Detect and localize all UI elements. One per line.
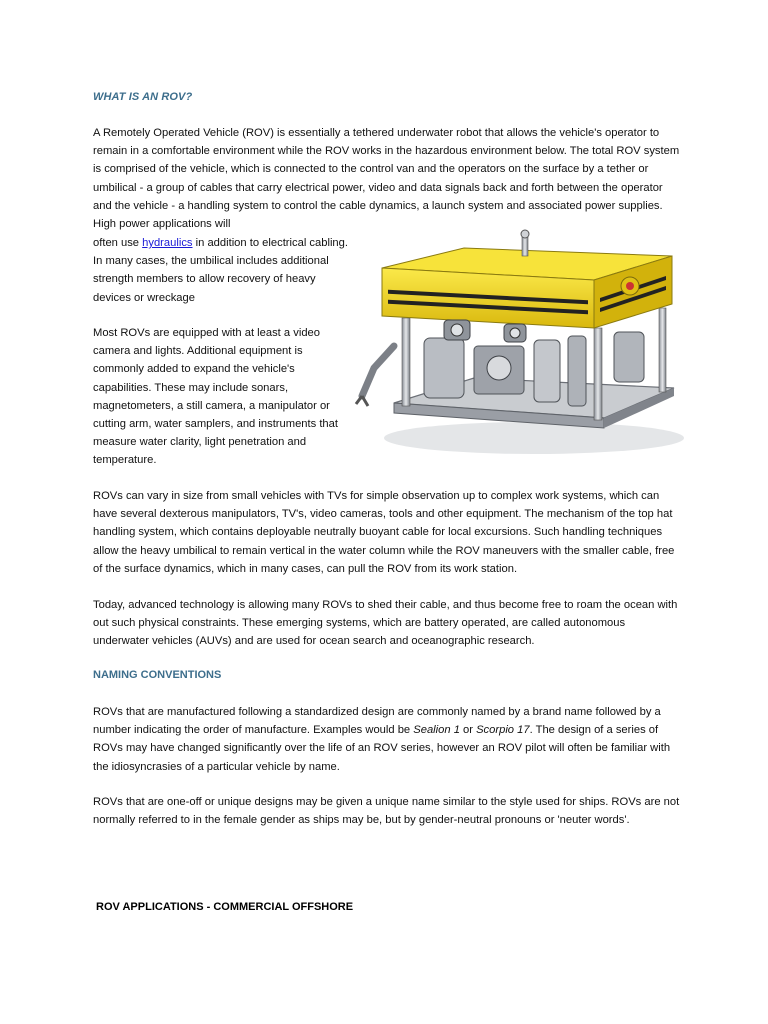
naming-text-after: . The design of a series of ROVs may have changed significantly over the life of an ROV series, however an ROV pilot will often be familiar with the idiosyncrasies of a particular vehicle by name. xyxy=(93,724,671,773)
naming-paragraph-2: ROVs that are one-off or unique designs may be given a unique name similar to the style used for ships. ROVs are not normally referred to in the female gender as ships may be, but by gender-neutral pronouns or 'neuter words'. xyxy=(93,796,680,827)
naming-text-before: ROVs that are manufactured following a standardized design are commonly named by a brand name followed by a number indicating the order of manufacture. Examples would be xyxy=(93,706,661,737)
intro-text-before-link: often use xyxy=(93,237,143,249)
naming-text-mid: or xyxy=(459,724,477,737)
example-scorpio: Scorpio 17 xyxy=(476,724,530,737)
hydraulics-link[interactable]: hydraulics xyxy=(142,237,193,249)
sizes-paragraph: ROVs can vary in size from small vehicles with TVs for simple observation up to complex work systems, which can have several dexterous manipulators, TV's, video cameras, tools and other equipment. The mechanism of the top hat handling system, which contains deployable neutrally buoyant cable for local excursions. Such handling techniques allow the heavy umbilical to remain vertical in the water column while the ROV maneuvers with the smaller cable, free of the surface dynamics, which in many cases, can pull the ROV from its work station. xyxy=(93,490,675,575)
heading-what-is-rov: WHAT IS AN ROV? xyxy=(93,91,193,103)
example-sealion: Sealion 1 xyxy=(413,724,460,737)
intro-paragraph: A Remotely Operated Vehicle (ROV) is essentially a tethered underwater robot that allows the vehicle's operator to remain in a comfortable environment while the ROV works in the hazardous environment below. The total ROV system is comprised of the vehicle, which is connected to the control van and the operators on the surface by a tether or umbilical - a group of cables that carry electrical power, video and data signals back and forth between the operator and the vehicle - a handling system to control the cable dynamics, a launch system and associated power supplies. High power applications will xyxy=(93,127,680,231)
equipment-paragraph: Most ROVs are equipped with at least a video camera and lights. Additional equipment is commonly added to expand the vehicle's capabilities. These may include sonars, magnetometers, a still camera, a manipulator or cutting arm, water samplers, and instruments that measure water clarity, light penetration and temperature. xyxy=(93,327,338,467)
intro-text-after-link: in addition to electrical cabling. In many cases, the umbilical includes additional strength members to allow recovery of heavy devices or wreckage xyxy=(93,237,348,304)
rov-vehicle-image xyxy=(354,228,684,458)
heading-rov-applications: ROV APPLICATIONS - COMMERCIAL OFFSHORE xyxy=(96,901,354,913)
intro-continued xyxy=(93,234,348,307)
today-paragraph: Today, advanced technology is allowing many ROVs to shed their cable, and thus become free to roam the ocean with out such physical constraints. These emerging systems, which are battery operated, are called autonomous underwater vehicles (AUVs) and are used for ocean search and oceanographic research. xyxy=(93,599,678,648)
naming-paragraph-1 xyxy=(93,703,683,776)
heading-naming-conventions: NAMING CONVENTIONS xyxy=(93,669,222,681)
